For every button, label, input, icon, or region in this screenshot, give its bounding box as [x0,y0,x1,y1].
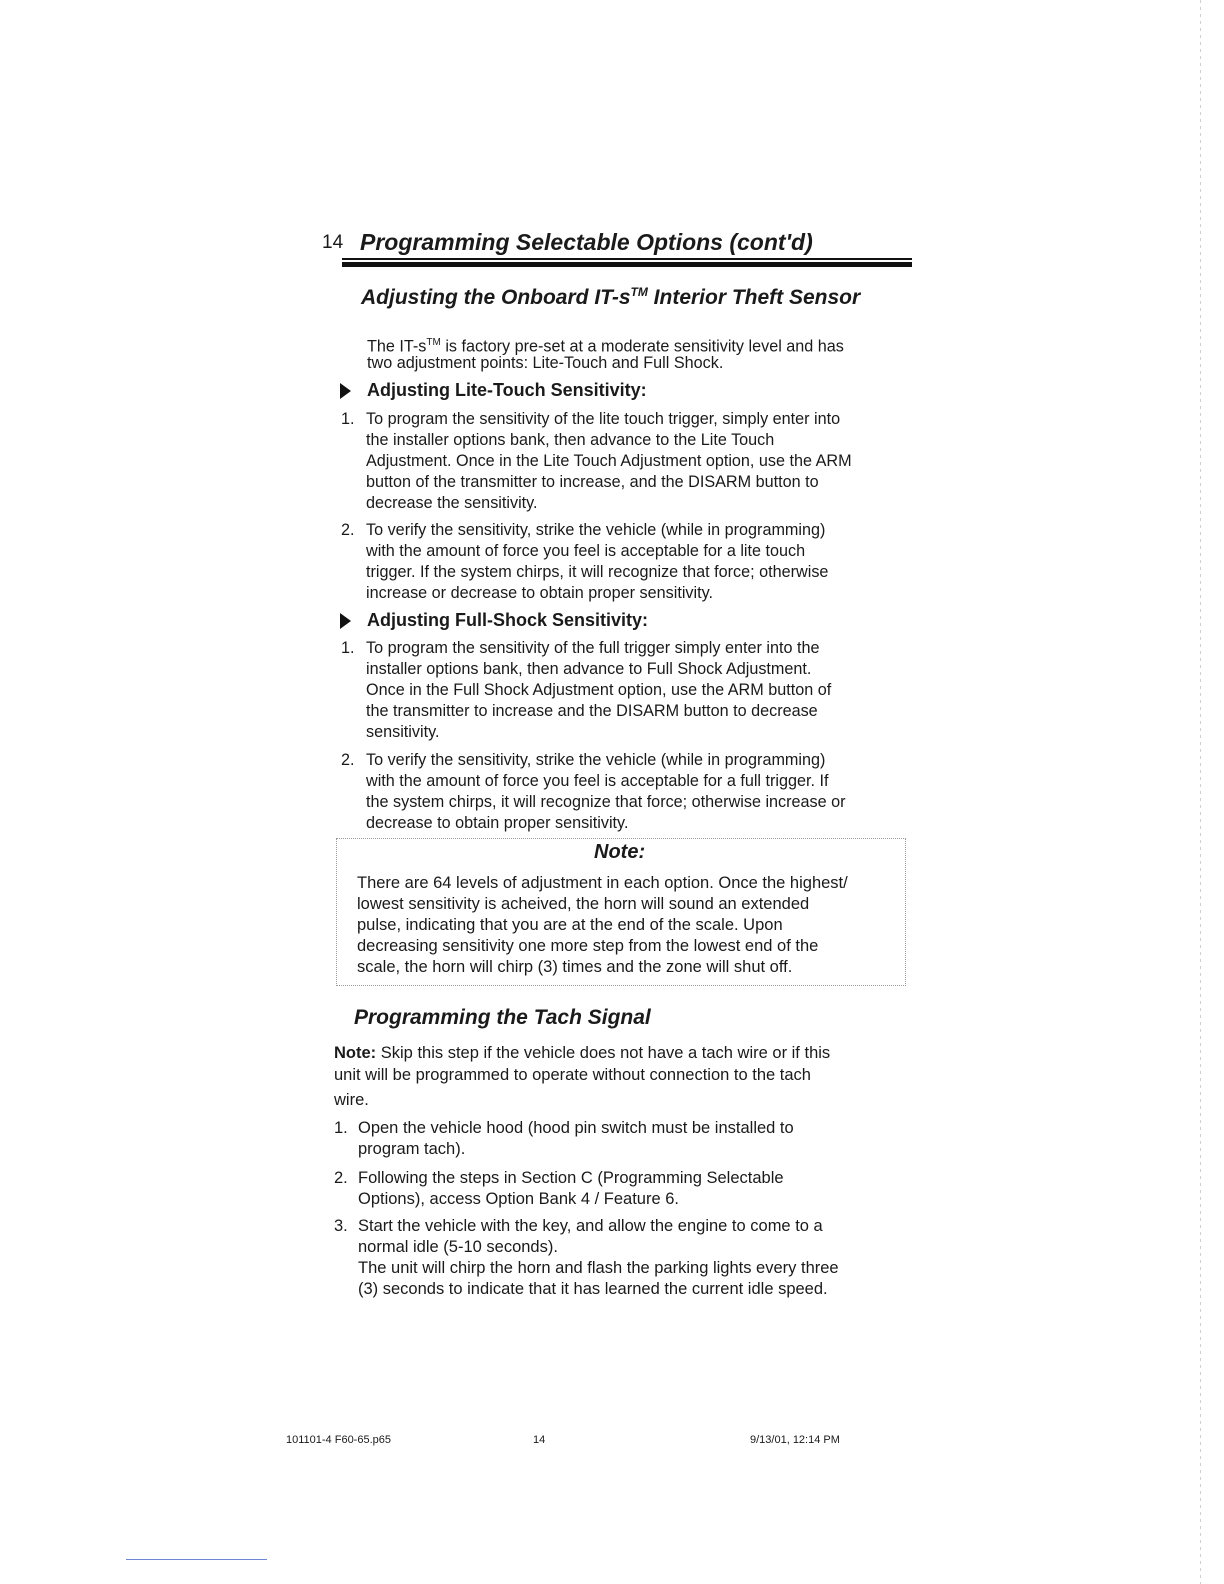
intro-line-2 [367,353,723,374]
item-line: button of the transmitter to increase, and the DISARM button to [366,473,819,491]
subheading-text: Adjusting Full-Shock Sensitivity: [367,610,649,630]
item-line: To verify the sensitivity, strike the vehicle (while in programming) [366,751,826,769]
intro-text: is factory pre-set at a moderate sensitivity level and has [440,337,844,356]
scan-artifact-line [126,1559,267,1560]
item-line: installer options bank, then advance to Full Shock Adjustment. [366,660,812,678]
section-title-tach: Programming the Tach Signal [354,1006,651,1029]
item-line: Start the vehicle with the key, and allow the engine to come to a [358,1217,823,1235]
item-line: (3) seconds to indicate that it has learned the current idle speed. [358,1280,828,1298]
section-title-its [361,285,860,310]
item-number: 1. [341,410,355,428]
list-item [334,1168,904,1212]
item-line: The unit will chirp the horn and flash the parking lights every three [358,1259,839,1277]
item-line: Following the steps in Section C (Programming Selectable [358,1169,784,1187]
item-line: To verify the sensitivity, strike the vehicle (while in programming) [366,521,826,539]
item-line: To program the sensitivity of the full trigger simply enter into the [366,639,820,657]
item-line: To program the sensitivity of the lite touch trigger, simply enter into [366,410,841,428]
section-title-suffix: Interior Theft Sensor [647,286,861,309]
subheading-full-shock [340,610,648,631]
header-rule-thick [342,262,912,267]
subheading-lite-touch [340,380,647,401]
footer-page-number: 14 [533,1434,546,1446]
item-number: 2. [334,1169,348,1187]
trademark-mark: TM [630,285,648,299]
footer-filename: 101101-4 F60-65.p65 [286,1434,391,1446]
item-line: with the amount of force you feel is acceptable for a lite touch [366,542,806,560]
item-line: decrease the sensitivity. [366,494,538,512]
note-body [357,873,848,978]
note-line: lowest sensitivity is acheived, the horn will sound an extended [357,895,810,913]
triangle-bullet-icon [340,613,351,629]
item-line: decrease to obtain proper sensitivity. [366,814,629,832]
list-item [334,1118,904,1162]
item-line: increase or decrease to obtain proper sensitivity. [366,584,714,602]
item-number: 1. [334,1119,348,1137]
item-line: the installer options bank, then advance to the Lite Touch [366,431,775,449]
item-line: the system chirps, it will recognize that force; otherwise increase or [366,793,846,811]
note-heading: Note: [594,841,646,863]
footer-datetime: 9/13/01, 12:14 PM [750,1434,840,1446]
item-line: program tach). [358,1140,466,1158]
section-title-prefix: Adjusting the Onboard IT-s [361,286,631,309]
item-line: trigger. If the system chirps, it will recognize that force; otherwise [366,563,829,581]
item-line: Options), access Option Bank 4 / Feature 6. [358,1190,679,1208]
header-rule-thin [342,258,912,260]
note-label: Note: [334,1044,377,1062]
page-title: Programming Selectable Options (cont'd) [360,229,813,255]
item-line: with the amount of force you feel is acceptable for a full trigger. If [366,772,829,790]
note-line: scale, the horn will chirp (3) times and the zone will shut off. [357,958,793,976]
trademark-mark: TM [426,337,441,348]
intro-text: The IT-s [367,337,427,356]
item-line: sensitivity. [366,723,440,741]
intro-text: two adjustment points: Lite-Touch and Full Shock. [367,354,724,372]
item-number: 1. [341,639,355,657]
note-line: wire. [334,1091,369,1109]
list-item [341,638,911,743]
item-number: 2. [341,521,355,539]
tach-note-line-1 [334,1042,830,1064]
item-line: normal idle (5-10 seconds). [358,1238,558,1256]
item-line: Open the vehicle hood (hood pin switch must be installed to [358,1119,794,1137]
item-line: Adjustment. Once in the Lite Touch Adjustment option, use the ARM [366,452,852,470]
tach-note [334,1042,830,1111]
note-line: pulse, indicating that you are at the end of the scale. Upon [357,916,783,934]
note-line: There are 64 levels of adjustment in each option. Once the highest/ [357,874,848,892]
item-line: Once in the Full Shock Adjustment option, use the ARM button of [366,681,832,699]
item-number: 3. [334,1217,348,1235]
page-number: 14 [322,232,344,253]
item-line: the transmitter to increase and the DISARM button to decrease [366,702,818,720]
note-line: unit will be programmed to operate without connection to the tach [334,1066,811,1084]
list-item [341,409,911,514]
page-edge-line [1200,0,1201,1584]
triangle-bullet-icon [340,383,351,399]
list-item [341,750,916,834]
note-line: decreasing sensitivity one more step from the lowest end of the [357,937,819,955]
item-number: 2. [341,751,355,769]
list-item [334,1216,909,1304]
list-item [341,520,911,604]
subheading-text: Adjusting Lite-Touch Sensitivity: [367,380,647,400]
note-text: Skip this step if the vehicle does not have a tach wire or if this [376,1044,831,1062]
